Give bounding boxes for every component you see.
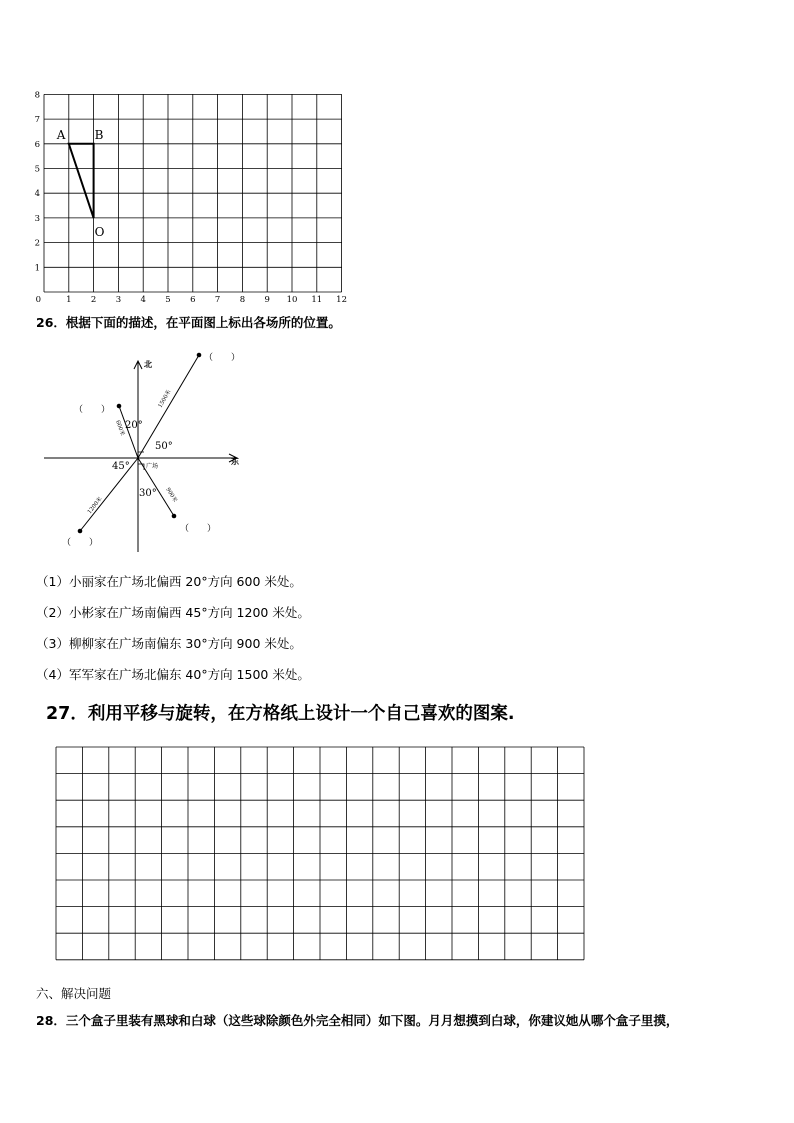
y-tick-label: 2 (34, 238, 40, 249)
axis-tick-labels (35, 90, 347, 302)
x-tick-label: 12 (336, 295, 348, 302)
y-tick-label: 6 (34, 139, 40, 150)
question-27-title: 27．利用平移与旋转，在方格纸上设计一个自己喜欢的图案. (46, 704, 515, 724)
coordinate-grid-figure (30, 82, 360, 302)
x-tick-label: 4 (140, 295, 146, 302)
design-grid-lines (56, 747, 584, 960)
x-tick-label: 2 (90, 295, 97, 302)
x-tick-label: 11 (311, 295, 323, 302)
x-tick-label: 5 (165, 295, 171, 302)
blank-northwest[interactable]: （ ） (74, 405, 111, 415)
question-26-title: 26．根据下面的描述，在平面图上标出各场所的位置。 (36, 315, 341, 330)
distance-label-nw: 600米 (114, 419, 126, 437)
blank-northeast[interactable]: （ ） (204, 353, 241, 363)
point-label-o: O (94, 224, 105, 239)
y-tick-label: 1 (34, 263, 40, 274)
x-tick-label: 0 (35, 295, 41, 302)
point-label-b: B (94, 127, 104, 142)
x-tick-label: 1 (66, 295, 72, 302)
y-tick-label: 8 (34, 90, 40, 101)
east-label: 东 (231, 456, 239, 466)
y-tick-label: 7 (34, 115, 40, 126)
center-label: 广场 (146, 463, 159, 470)
q26-item-3: （3）柳柳家在广场南偏东 30°方向 900 米处。 (36, 636, 302, 651)
dot-southeast (172, 514, 177, 519)
direction-diagram (40, 348, 255, 558)
q26-item-2: （2）小彬家在广场南偏西 45°方向 1200 米处。 (36, 605, 310, 620)
blank-southwest[interactable]: （ ） (62, 538, 99, 548)
point-label-a: A (56, 127, 66, 142)
x-tick-label: 8 (239, 295, 246, 302)
grid-lines (44, 94, 342, 292)
triangle-abo (69, 144, 94, 218)
q26-item-4: （4）军军家在广场北偏东 40°方向 1500 米处。 (36, 667, 310, 682)
x-tick-label: 10 (286, 295, 298, 302)
q26-item-1: （1）小丽家在广场北偏西 20°方向 600 米处。 (36, 574, 302, 589)
x-tick-label: 3 (115, 295, 122, 302)
angle-label-30: 30° (139, 488, 157, 499)
y-tick-label: 3 (34, 213, 40, 224)
distance-label-sw: 1200米 (86, 496, 104, 516)
distance-label-se: 900米 (164, 486, 178, 504)
question-28-title: 28．三个盒子里装有黑球和白球（这些球除颜色外完全相同）如下图。月月想摸到白球，你建议她从哪个盒子里摸， (36, 1013, 679, 1028)
section-6-heading: 六、解决问题 (36, 986, 112, 1001)
x-tick-label: 9 (264, 295, 270, 302)
x-tick-label: 7 (214, 295, 221, 302)
angle-label-45: 45° (112, 461, 130, 472)
blank-southeast[interactable]: （ ） (180, 524, 217, 534)
dot-northwest (117, 404, 122, 409)
x-tick-label: 6 (190, 295, 196, 302)
design-grid-paper[interactable] (55, 746, 589, 962)
distance-label-ne: 1500米 (157, 389, 173, 409)
north-label: 北 (144, 359, 152, 369)
angle-label-20: 20° (125, 420, 143, 431)
dot-southwest (78, 529, 83, 534)
y-tick-label: 5 (34, 164, 40, 175)
dot-northeast (197, 353, 202, 358)
y-tick-label: 4 (34, 189, 40, 200)
angle-label-50: 50° (155, 441, 173, 452)
